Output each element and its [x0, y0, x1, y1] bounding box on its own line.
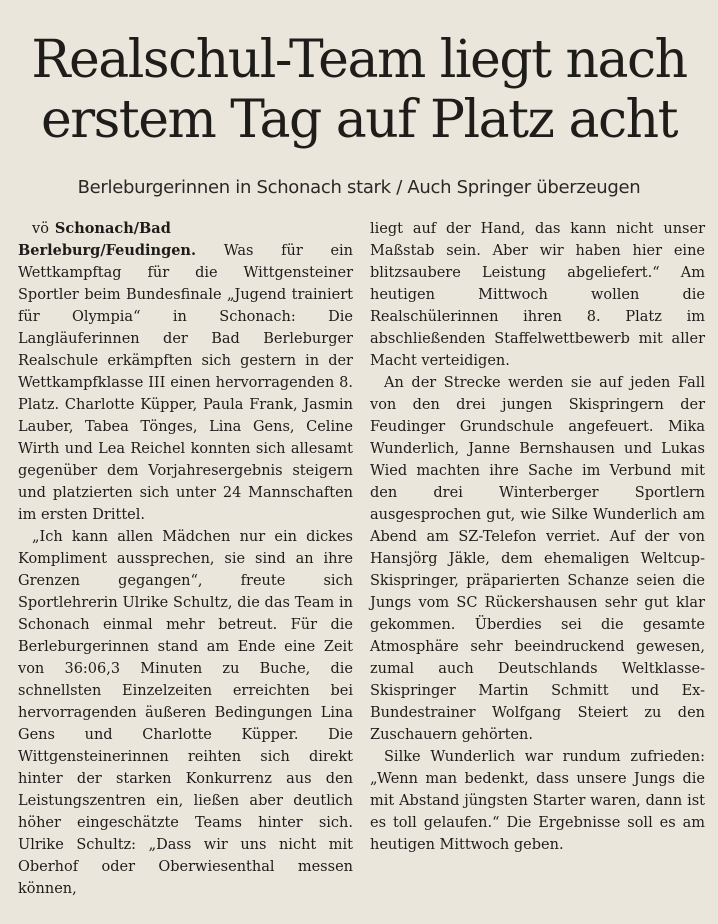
lead-paragraph-text: Was für ein Wettkampftag für die Wittgensteiner Sportler beim Bundesfinale „Jugend trainiert für Olympia“ in Schonach: Die Langläuferinnen der Bad Berleburger Realschule erkämpften sich gestern in der Wettkampfklasse III einen hervorragenden 8. Platz. Charlotte Küpper, Paula Frank, Jasmin Lauber, Tabea Tönges, Lina Gens, Celine Wirth und Lea Reichel konnten sich allesamt gegenüber dem Vorjahresergebnis steigern und platzierten sich unter 24 Mannschaften im ersten Drittel. — [18, 243, 353, 523]
dateline: Schonach/Bad Berleburg/Feudingen. — [18, 220, 197, 259]
article-column-left — [18, 218, 353, 900]
paragraph-quote-schultz: „Ich kann allen Mädchen nur ein dickes Kompliment aussprechen, sie sind an ihre Grenzen gegangen“, freute sich Sportlehrerin Ulrike Schultz, die das Team in Schonach einmal mehr betreut. Für die Berleburgerinnen stand am Ende eine Zeit von 36:06,3 Minuten zu Buche, die schnellsten Einzelzeiten erreichten bei hervorragenden äußeren Bedingungen Lina Gens und Charlotte Küpper. Die Wittgensteinerinnen reihten sich direkt hinter der starken Konkurrenz aus den Leistungszentren ein, ließen aber deutlich höher eingeschätzte Teams hinter sich. Ulrike Schultz: „Dass wir uns nicht mit Oberhof oder Oberwiesenthal messen können, — [18, 529, 353, 897]
bleed-through-bottom — [0, 900, 718, 924]
lead-paragraph — [18, 218, 353, 526]
paragraph-ski-jumpers: An der Strecke werden sie auf jeden Fall von den drei jungen Skispringern der Feudinger Grundschule angefeuert. Mika Wunderlich, Janne Bernshausen und Lukas Wied machten ihre Sache im Verbund mit den drei Winterberger Sportlern ausgesprochen gut, wie Silke Wunderlich am Abend am SZ-Telefon verriet. Auf der von Hansjörg Jäkle, dem ehemaligen Weltcup-Skispringer, präparierten Schanze seien die Jungs vom SC Rückershausen sehr gut klar gekommen. Überdies sei die gesamte Atmosphäre sehr beeindruckend gewesen, zumal auch Deutschlands Weltklasse-Skispringer Martin Schmitt und Ex-Bundestrainer Wolfgang Steiert zu den Zuschauern gehörten. — [370, 375, 705, 743]
article-column-right — [370, 218, 705, 856]
subheadline: Berleburgerinnen in Schonach stark / Auch Springer überzeugen — [77, 177, 641, 198]
headline-line-1: Realschul-Team liegt nach — [31, 30, 687, 90]
paragraph-closing: Silke Wunderlich war rundum zufrieden: „Wenn man bedenkt, dass unsere Jungs die mit Abstand jüngsten Starter waren, dann ist es toll gelaufen.“ Die Ergebnisse soll es am heutigen Mittwoch geben. — [370, 749, 705, 853]
paragraph-continuation: liegt auf der Hand, das kann nicht unser Maßstab sein. Aber wir haben hier eine blitzsaubere Leistung abgeliefert.“ Am heutigen Mittwoch wollen die Realschülerinnen ihren 8. Platz im abschließenden Staffelwettbewerb mit aller Macht verteidigen. — [370, 221, 705, 369]
headline — [0, 30, 718, 150]
author-initials: vö — [32, 221, 49, 237]
column-divider — [355, 220, 356, 900]
headline-line-2: erstem Tag auf Platz acht — [40, 90, 677, 150]
bleed-through-top — [0, 0, 718, 30]
